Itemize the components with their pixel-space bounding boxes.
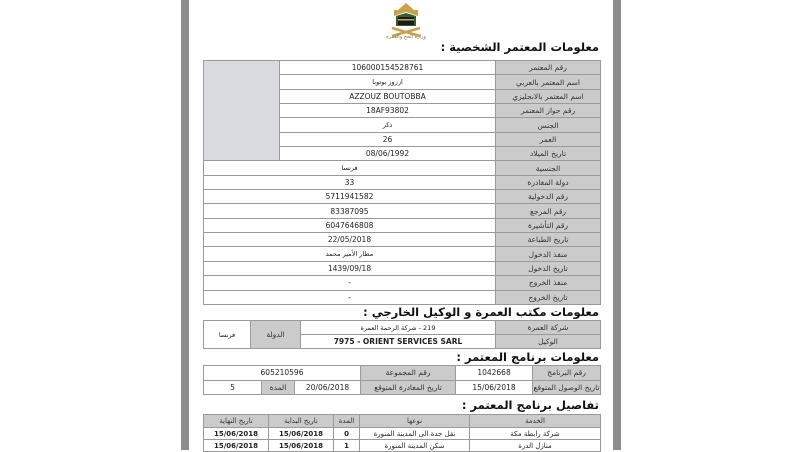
table-row xyxy=(204,380,601,395)
table-row xyxy=(204,161,601,175)
umrah-company-label: شركة العمرة xyxy=(496,321,601,335)
expected-departure-value: 20/06/2018 xyxy=(295,380,361,395)
table-row xyxy=(204,175,601,189)
agency-info-title: معلومات مكتب العمرة و الوكيل الخارجي : xyxy=(363,305,599,319)
country-value: فرنسا xyxy=(204,321,251,349)
table-row xyxy=(204,247,601,261)
departure-country-value: 33 xyxy=(204,175,496,189)
table-row xyxy=(204,428,601,440)
table-row xyxy=(204,218,601,232)
pilgrim-id-value: 106000154528761 xyxy=(280,61,496,75)
reference-label: رقم المرجع xyxy=(496,204,601,218)
program-number-value: 1042668 xyxy=(456,366,533,381)
table-row xyxy=(204,233,601,247)
passport-value: 18AF93802 xyxy=(280,104,496,118)
duration-label: المدة xyxy=(262,380,295,395)
duration-cell: 0 xyxy=(334,428,360,440)
umrah-company-value: 219 - شركة الرحمة العمرة xyxy=(301,321,496,335)
exit-port-value: - xyxy=(204,276,496,290)
table-row xyxy=(204,204,601,218)
visa-value: 6047646808 xyxy=(204,218,496,232)
entry-port-label: منفذ الدخول xyxy=(496,247,601,261)
personal-info-title: معلومات المعتمر الشخصية : xyxy=(440,40,599,54)
personal-info-table xyxy=(203,60,601,305)
gender-value: ذكر xyxy=(280,118,496,132)
start-date-cell: 15/06/2018 xyxy=(269,428,334,440)
entry-date-value: 1439/09/18 xyxy=(204,261,496,275)
nationality-value: فرنسا xyxy=(204,161,496,175)
program-details-title: تفاصيل برنامج المعتمر : xyxy=(461,398,599,412)
group-number-label: رقم المجموعة xyxy=(361,366,456,381)
program-info-title: معلومات برنامج المعتمر : xyxy=(456,350,599,364)
entry-port-value: مطار الأمير محمد xyxy=(204,247,496,261)
birth-date-label: تاريخ الميلاد xyxy=(496,147,601,161)
column-header-duration: المدة xyxy=(334,415,360,428)
agent-label: الوكيل xyxy=(496,335,601,349)
country-label: الدولة xyxy=(251,321,301,349)
age-label: العمر xyxy=(496,132,601,146)
column-header-start-date: تاريخ البداية xyxy=(269,415,334,428)
right-page-border xyxy=(613,0,621,450)
reference-value: 83387095 xyxy=(204,204,496,218)
table-row xyxy=(204,366,601,381)
service-cell: منازل الدرة xyxy=(470,440,601,452)
table-row xyxy=(204,290,601,304)
duration-cell: 1 xyxy=(334,440,360,452)
program-number-label: رقم البرنامج xyxy=(533,366,601,381)
birth-date-value: 08/06/1992 xyxy=(280,147,496,161)
column-header-end-date: تاريخ النهاية xyxy=(204,415,269,428)
agent-value: 7975 - ORIENT SERVICES SARL xyxy=(301,335,496,349)
pilgrim-photo xyxy=(204,61,280,161)
exit-date-value: - xyxy=(204,290,496,304)
left-page-border xyxy=(181,0,189,450)
table-row xyxy=(204,261,601,275)
column-header-type: نوعها xyxy=(360,415,470,428)
type-cell: سكن المدينة المنورة xyxy=(360,440,470,452)
print-date-label: تاريخ الطباعة xyxy=(496,233,601,247)
arabic-name-value: ازروز بوتوبا xyxy=(280,75,496,89)
age-value: 26 xyxy=(280,132,496,146)
expected-departure-label: تاريخ المغادرة المتوقع xyxy=(361,380,456,395)
departure-country-label: دولة المغادرة xyxy=(496,175,601,189)
english-name-label: اسم المعتمر بالانجليزي xyxy=(496,89,601,103)
type-cell: نقل جدة الى المدينة المنورة xyxy=(360,428,470,440)
exit-port-label: منفذ الخروج xyxy=(496,276,601,290)
agency-info-table xyxy=(203,320,601,349)
expected-arrival-label: تاريخ الوصول المتوقع xyxy=(533,380,601,395)
duration-value: 5 xyxy=(204,380,262,395)
service-cell: شركة رابطة مكة xyxy=(470,428,601,440)
print-date-value: 22/05/2018 xyxy=(204,233,496,247)
end-date-cell: 15/06/2018 xyxy=(204,440,269,452)
passport-label: رقم جواز المعتمر xyxy=(496,104,601,118)
table-row xyxy=(204,190,601,204)
exit-date-label: تاريخ الخروج xyxy=(496,290,601,304)
column-header-service: الخدمة xyxy=(470,415,601,428)
start-date-cell: 15/06/2018 xyxy=(269,440,334,452)
end-date-cell: 15/06/2018 xyxy=(204,428,269,440)
gender-label: الجنس xyxy=(496,118,601,132)
program-details-table xyxy=(203,414,601,452)
table-row xyxy=(204,276,601,290)
entry-permit-label: رقم الدخولية xyxy=(496,190,601,204)
table-row xyxy=(204,321,601,335)
group-number-value: 605210596 xyxy=(204,366,361,381)
entry-permit-value: 5711941582 xyxy=(204,190,496,204)
table-header-row xyxy=(204,415,601,428)
visa-label: رقم التأشيرة xyxy=(496,218,601,232)
nationality-label: الجنسية xyxy=(496,161,601,175)
pilgrim-id-label: رقم المعتمر xyxy=(496,61,601,75)
table-row xyxy=(204,61,601,75)
english-name-value: AZZOUZ BOUTOBBA xyxy=(280,89,496,103)
arabic-name-label: اسم المعتمر بالعربي xyxy=(496,75,601,89)
ministry-caption: وزارة الحج والعمرة xyxy=(386,34,426,40)
program-info-table xyxy=(203,365,601,395)
entry-date-label: تاريخ الدخول xyxy=(496,261,601,275)
expected-arrival-value: 15/06/2018 xyxy=(456,380,533,395)
